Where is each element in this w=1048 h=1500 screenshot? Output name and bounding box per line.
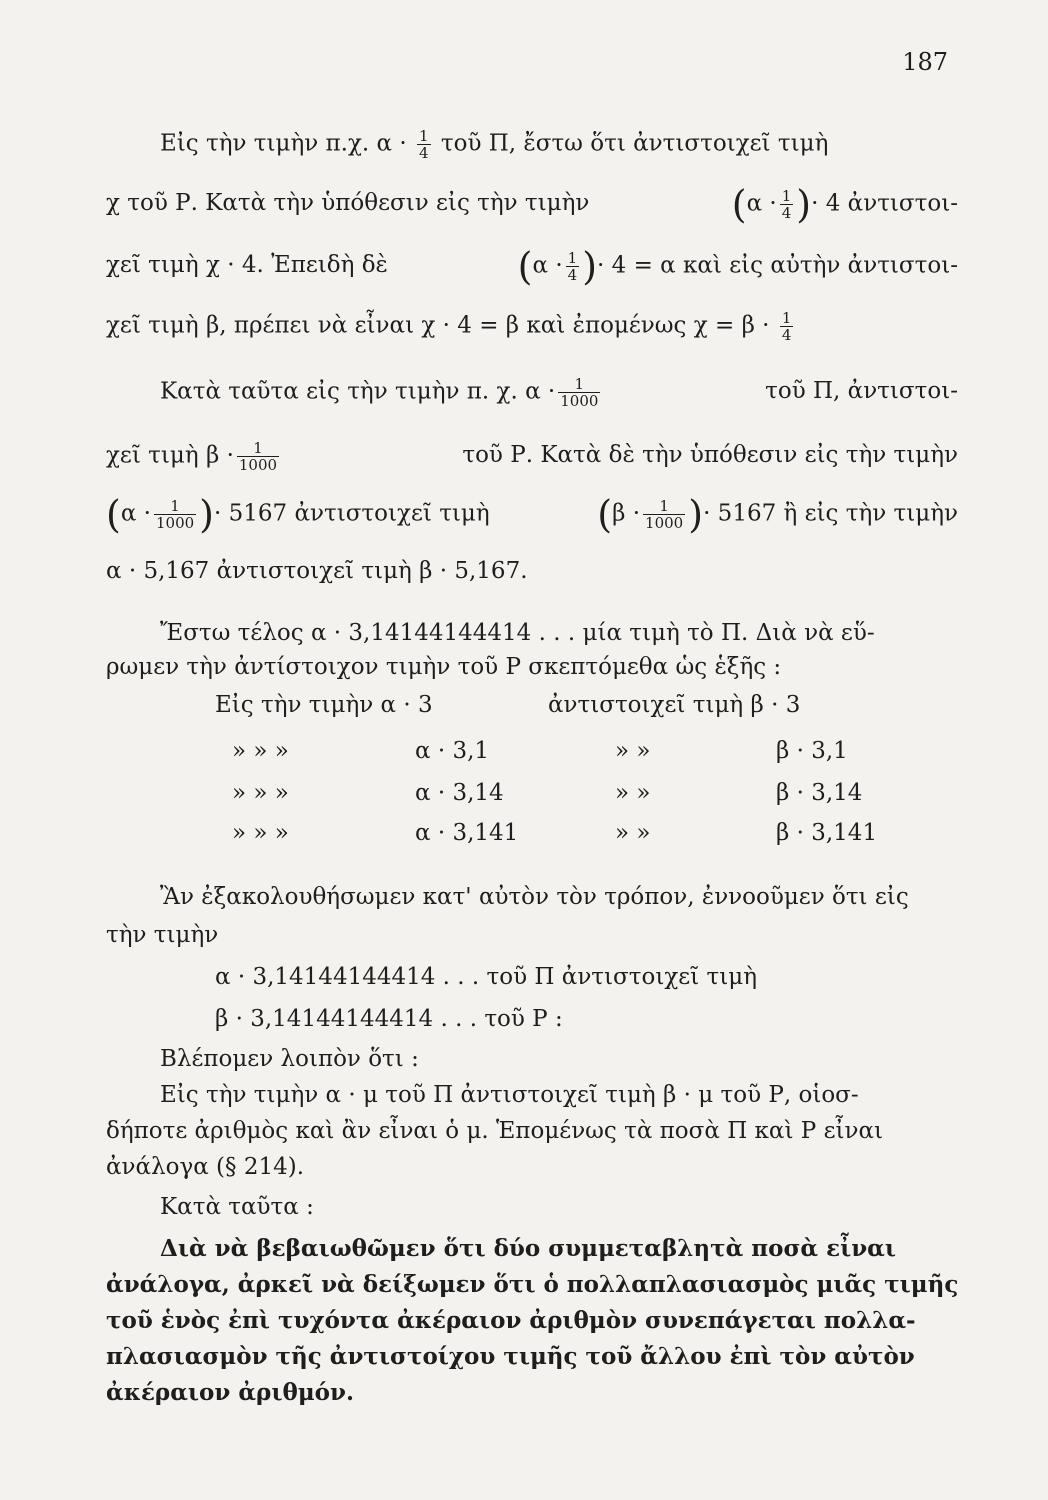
math-expression: (α · $\frac{1}{1000}$ )· 5167 ἀντιστοιχεῖ τιμὴ (106, 492, 490, 537)
table-cell: β · 3,1 (776, 738, 848, 764)
table-cell: β · 3,14 (776, 780, 863, 806)
text-line-21: δήποτε ἀριθμὸς καὶ ἂν εἶναι ὁ μ. Ἑπομένως τὰ ποσὰ Π καὶ Ρ εἶναι (106, 1118, 884, 1144)
bold-rule-line-1: Διὰ νὰ βεβαιωθῶμεν ὅτι δύο συμμεταβλητὰ ποσὰ εἶναι (160, 1235, 897, 1262)
math-expression: (α · $\frac{1}{4}$ )· 4 = α καὶ εἰς αὐτὴν ἀντιστοι- (517, 244, 958, 289)
fraction-one-thousandth: $\frac{1}{1000}$ (238, 439, 278, 474)
bold-rule-line-5: ἀκέραιον ἀριθμόν. (106, 1379, 354, 1406)
table-row-1-left: Εἰς τὴν τιμὴν α · 3 (215, 692, 433, 718)
ditto-marks: » » » (232, 738, 289, 764)
text-segment: τοῦ Π, ἔστω ὅτι ἀντιστοιχεῖ τιμὴ (440, 130, 829, 157)
bold-rule-line-3: τοῦ ἑνὸς ἐπὶ τυχόντα ἀκέραιον ἀριθμὸν συνεπάγεται πολλα- (106, 1307, 916, 1334)
text-line-5 (160, 376, 958, 409)
fraction-one-thousandth: $\frac{1}{1000}$ (155, 497, 195, 532)
ditto-marks: » » (615, 780, 651, 806)
text-line-22: ἀνάλογα (§ 214). (106, 1154, 305, 1180)
table-row-1-right: ἀντιστοιχεῖ τιμὴ β · 3 (548, 692, 801, 718)
text-segment: χ τοῦ Ρ. Κατὰ τὴν ὑπόθεσιν εἰς τὴν τιμὴν (106, 190, 590, 216)
text-line-9: Ἔστω τέλος α · 3,14144144414 . . . μία τιμὴ τὸ Π. Διὰ νὰ εὕ- (160, 620, 875, 646)
fraction-one-quarter: $\frac{1}{4}$ (567, 249, 578, 284)
text-line-18: β · 3,14144144414 . . . τοῦ Ρ : (215, 1006, 563, 1032)
text-line-16: τὴν τιμὴν (106, 922, 219, 948)
text-segment: χεῖ τιμὴ χ · 4. Ἐπειδὴ δὲ (106, 252, 388, 278)
table-cell: β · 3,141 (776, 820, 878, 846)
table-cell: α · 3,141 (415, 820, 519, 846)
ditto-marks: » » (615, 738, 651, 764)
text-segment: τοῦ Π, ἀντιστοι- (765, 378, 958, 404)
text-line-7 (106, 492, 958, 537)
text-line-20: Εἰς τὴν τιμὴν α · μ τοῦ Π ἀντιστοιχεῖ τιμὴ β · μ τοῦ Ρ, οἱοσ- (160, 1082, 859, 1108)
fraction-one-quarter: $\frac{1}{4}$ (419, 127, 429, 162)
text-line-4 (106, 310, 958, 343)
text-line-15: Ἂν ἐξακολουθήσωμεν κατ' αὐτὸν τὸν τρόπον, ἐννοοῦμεν ὅτι εἰς (160, 884, 909, 910)
text-line-6 (106, 440, 958, 473)
text-segment: Κατὰ ταῦτα εἰς τὴν τιμὴν π. χ. α · $\frac{1}{1000}$ (160, 375, 599, 410)
fraction-one-quarter: $\frac{1}{4}$ (781, 309, 792, 344)
text-line-10: ρωμεν τὴν ἀντίστοιχον τιμὴν τοῦ Ρ σκεπτόμεθα ὡς ἑξῆς : (106, 654, 782, 680)
text-line-19: Βλέπομεν λοιπὸν ὅτι : (160, 1046, 419, 1072)
text-segment: τοῦ Ρ. Κατὰ δὲ τὴν ὑπόθεσιν εἰς τὴν τιμὴν (462, 442, 958, 468)
ditto-marks: » » (615, 820, 651, 846)
fraction-one-thousandth: $\frac{1}{1000}$ (645, 497, 684, 532)
text-line-8: α · 5,167 ἀντιστοιχεῖ τιμὴ β · 5,167. (106, 558, 528, 584)
ditto-marks: » » » (232, 780, 289, 806)
text-segment: Εἰς τὴν τιμὴν π.χ. α · (160, 130, 407, 157)
ditto-marks: » » » (232, 820, 289, 846)
table-cell: α · 3,14 (415, 780, 504, 806)
text-line-1 (160, 128, 958, 161)
bold-rule-line-2: ἀνάλογα, ἀρκεῖ νὰ δείξωμεν ὅτι ὁ πολλαπλασιασμὸς μιᾶς τιμῆς (106, 1271, 959, 1298)
math-expression: (β · $\frac{1}{1000}$ )· 5167 ἢ εἰς τὴν τιμὴν (597, 492, 958, 537)
math-expression: (α · $\frac{1}{4}$ )· 4 ἀντιστοι- (731, 182, 958, 227)
text-line-17: α · 3,14144144414 . . . τοῦ Π ἀντιστοιχεῖ τιμὴ (215, 964, 757, 990)
text-line-23: Κατὰ ταῦτα : (160, 1194, 314, 1220)
text-line-3 (106, 244, 958, 289)
text-segment: χεῖ τιμὴ β, πρέπει νὰ εἶναι χ · 4 = β καὶ ἐπομένως χ = β · (106, 312, 770, 339)
table-cell: α · 3,1 (415, 738, 490, 764)
fraction-one-thousandth: $\frac{1}{1000}$ (560, 375, 599, 410)
bold-rule-line-4: πλασιασμὸν τῆς ἀντιστοίχου τιμῆς τοῦ ἄλλου ἐπὶ τὸν αὐτὸν (106, 1343, 915, 1370)
text-segment: χεῖ τιμὴ β · $\frac{1}{1000}$ (106, 439, 278, 474)
fraction-one-quarter: $\frac{1}{4}$ (781, 187, 792, 222)
page-number: 187 (902, 48, 948, 76)
text-line-2 (106, 182, 958, 227)
